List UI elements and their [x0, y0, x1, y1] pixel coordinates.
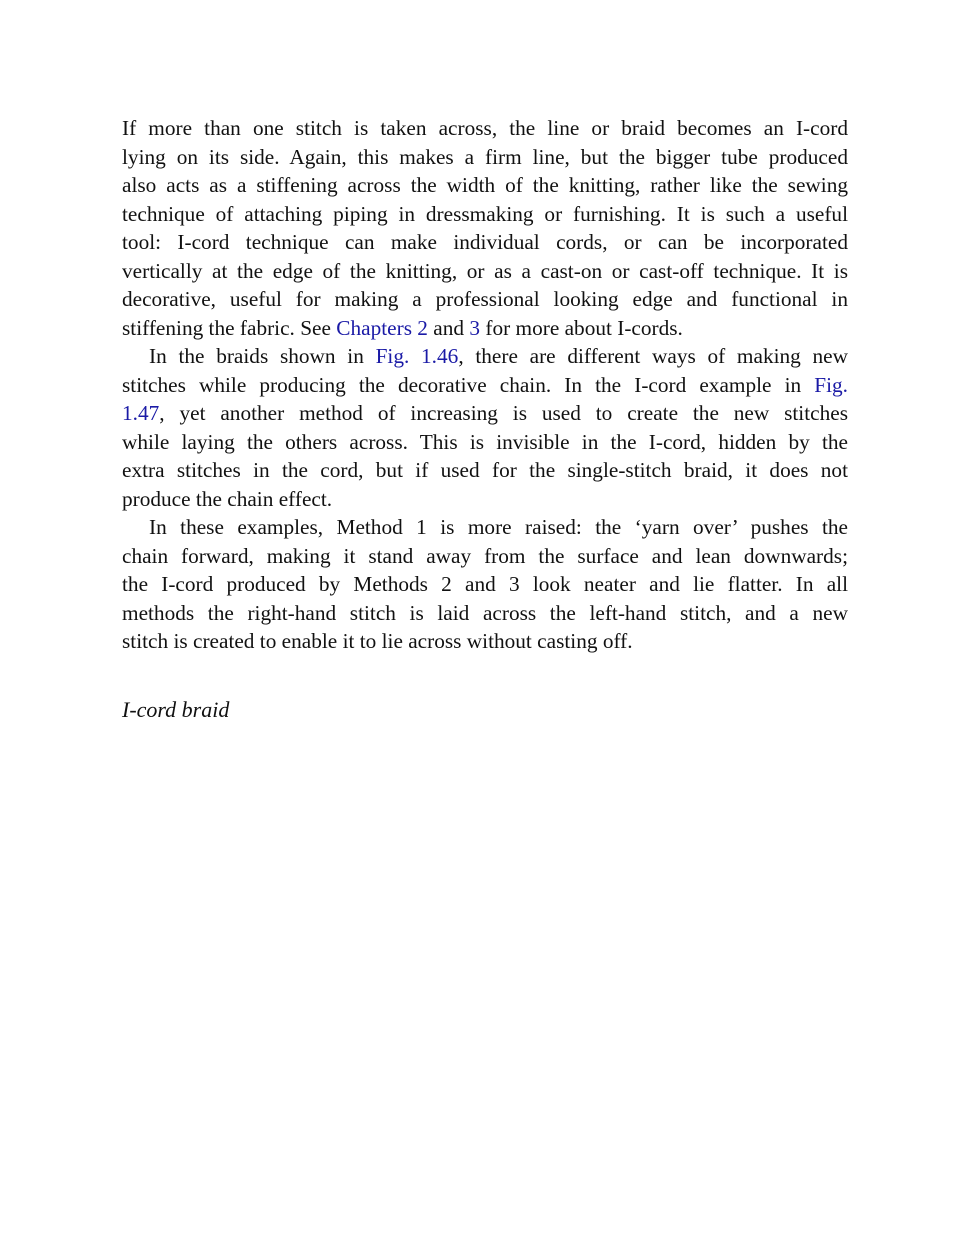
fig-1-47-link-cont[interactable]: 1.47 — [122, 401, 160, 425]
text-line — [122, 371, 848, 400]
text-line: lying on its side. Again, this makes a firm line, but the bigger tube produced — [122, 144, 848, 169]
text-line: technique of attaching piping in dressmaking or furnishing. It is such a useful — [122, 201, 848, 226]
text-line — [122, 314, 848, 343]
text-line: stitch is created to enable it to lie across without casting off. — [122, 629, 633, 653]
text-line: produce the chain effect. — [122, 486, 333, 511]
section-heading: I-cord braid — [122, 697, 230, 722]
text-run: and — [427, 315, 470, 340]
fig-1-47-link[interactable]: Fig. — [814, 372, 848, 397]
paragraph-2 — [122, 342, 848, 513]
body-text — [122, 114, 848, 656]
text-line: methods the right-hand stitch is laid across the left-hand stitch, and a new — [122, 600, 848, 625]
text-line: the I-cord produced by Methods 2 and 3 look neater and lie flatter. In all — [122, 572, 848, 596]
text-line: decorative, useful for making a professional looking edge and functional in — [122, 287, 848, 311]
text-line: extra stitches in the cord, but if used for the single-stitch braid, it does not — [122, 458, 848, 482]
text-line: In these examples, Method 1 is more raised: the ‘yarn over’ pushes the — [149, 515, 848, 539]
text-run: for more about I-cords. — [480, 315, 683, 340]
chapters-2-link[interactable]: Chapters 2 — [336, 315, 428, 340]
text-line: while laying the others across. This is invisible in the I-cord, hidden by the — [122, 429, 848, 454]
paragraph-1 — [122, 114, 848, 342]
text-run: , there are different ways of making new — [458, 344, 849, 368]
text-run: , yet another method of increasing is used to create the new stitches — [159, 401, 848, 425]
text-run: stitches while producing the decorative chain. In the I-cord example in — [122, 372, 815, 397]
text-line: If more than one stitch is taken across, the line or braid becomes an I-cord — [122, 116, 848, 140]
text-line: also acts as a stiffening across the width of the knitting, rather like the sewing — [122, 173, 848, 197]
text-line: chain forward, making it stand away from the surface and lean downwards; — [122, 543, 848, 568]
text-run: In the braids shown in — [149, 344, 376, 368]
text-line — [122, 399, 848, 428]
paragraph-3 — [122, 513, 848, 656]
text-line: vertically at the edge of the knitting, or as a cast-on or cast-off technique. It is — [122, 258, 848, 283]
text-line — [122, 342, 848, 371]
chapter-3-link[interactable]: 3 — [469, 315, 481, 340]
text-line: tool: I-cord technique can make individual cords, or can be incorporated — [122, 230, 848, 254]
text-run: stiffening the fabric. See — [122, 315, 337, 340]
fig-1-46-link[interactable]: Fig. 1.46 — [375, 344, 459, 368]
